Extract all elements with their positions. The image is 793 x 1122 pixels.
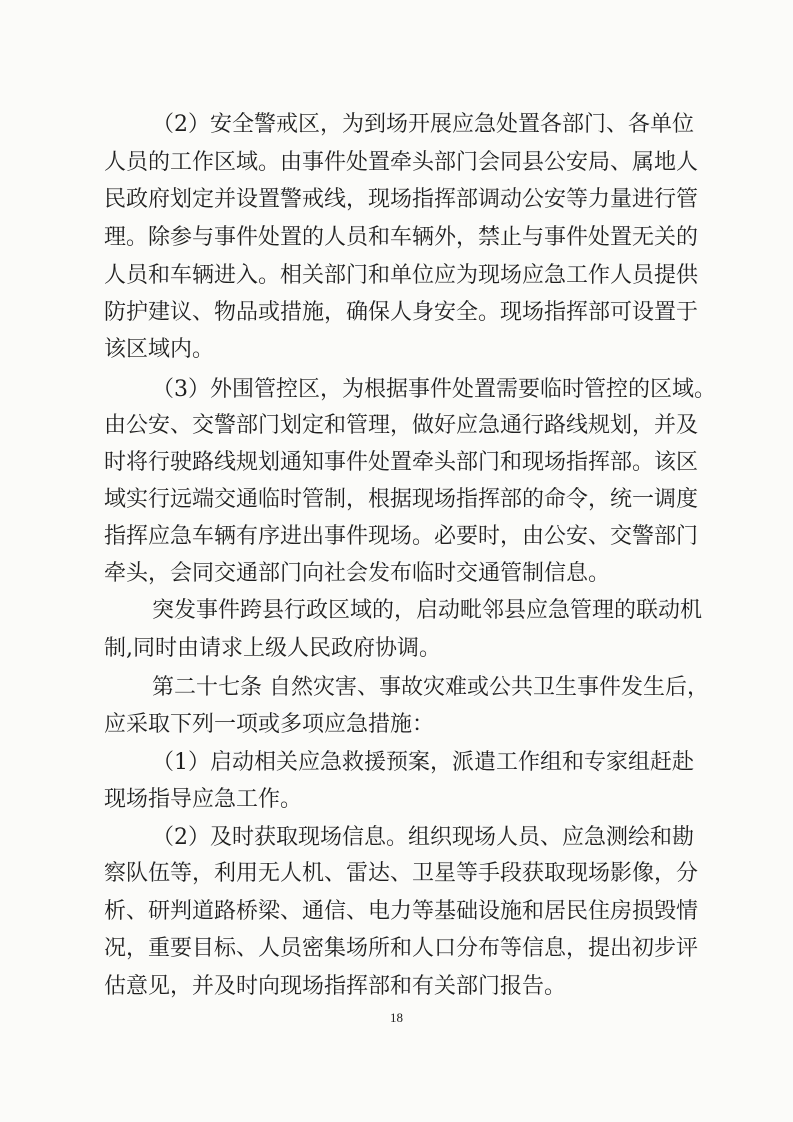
text-line: 制,同时由请求上级人民政府协调。 — [104, 636, 441, 661]
text-line: 况，重要目标、人员密集场所和人口分布等信息，提出初步评 — [104, 936, 699, 961]
text-line: 时将行驶路线规划通知事件处置牵头部门和现场指挥部。该区 — [104, 450, 699, 475]
article-heading-line: 第二十七条 自然灾害、事故灾难或公共卫生事件发生后， — [152, 675, 709, 700]
text-line: 防护建议、物品或措施，确保人身安全。现场指挥部可设置于 — [104, 300, 699, 325]
text-line: 突发事件跨县行政区域的，启动毗邻县应急管理的联动机 — [152, 598, 703, 623]
text-line: 析、研判道路桥梁、通信、电力等基础设施和居民住房损毁情 — [104, 899, 699, 924]
text-line: 由公安、交警部门划定和管理，做好应急通行路线规划，并及 — [104, 413, 699, 438]
text-line: 民政府划定并设置警戒线，现场指挥部调动公安等力量进行管 — [104, 187, 699, 212]
text-line: 牵头，会同交通部门向社会发布临时交通管制信息。 — [104, 561, 611, 586]
text-line: 指挥应急车辆有序进出事件现场。必要时，由公安、交警部门 — [104, 524, 699, 549]
text-line: （2）及时获取现场信息。组织现场人员、应急测绘和勘 — [152, 825, 694, 850]
text-line: 理。除参与事件处置的人员和车辆外，禁止与事件处置无关的 — [104, 225, 699, 250]
text-line: 现场指导应急工作。 — [104, 787, 303, 812]
text-line: （1）启动相关应急救援预案，派遣工作组和专家组赶赴 — [152, 750, 694, 775]
text-line: （3）外围管控区，为根据事件处置需要临时管控的区域。 — [152, 377, 716, 402]
text-line: 该区域内。 — [104, 337, 215, 362]
text-line: 人员和车辆进入。相关部门和单位应为现场应急工作人员提供 — [104, 263, 699, 288]
text-line: 估意见，并及时向现场指挥部和有关部门报告。 — [104, 974, 567, 999]
text-line: 察队伍等，利用无人机、雷达、卫星等手段获取现场影像，分 — [104, 861, 699, 886]
text-line: 域实行远端交通临时管制，根据现场指挥部的命令，统一调度 — [104, 487, 699, 512]
text-line: 人员的工作区域。由事件处置牵头部门会同县公安局、属地人 — [104, 150, 699, 175]
text-line: 应采取下列一项或多项应急措施： — [104, 712, 435, 737]
text-line: （2）安全警戒区，为到场开展应急处置各部门、各单位 — [152, 112, 694, 137]
page-number: 18 — [390, 1010, 403, 1025]
